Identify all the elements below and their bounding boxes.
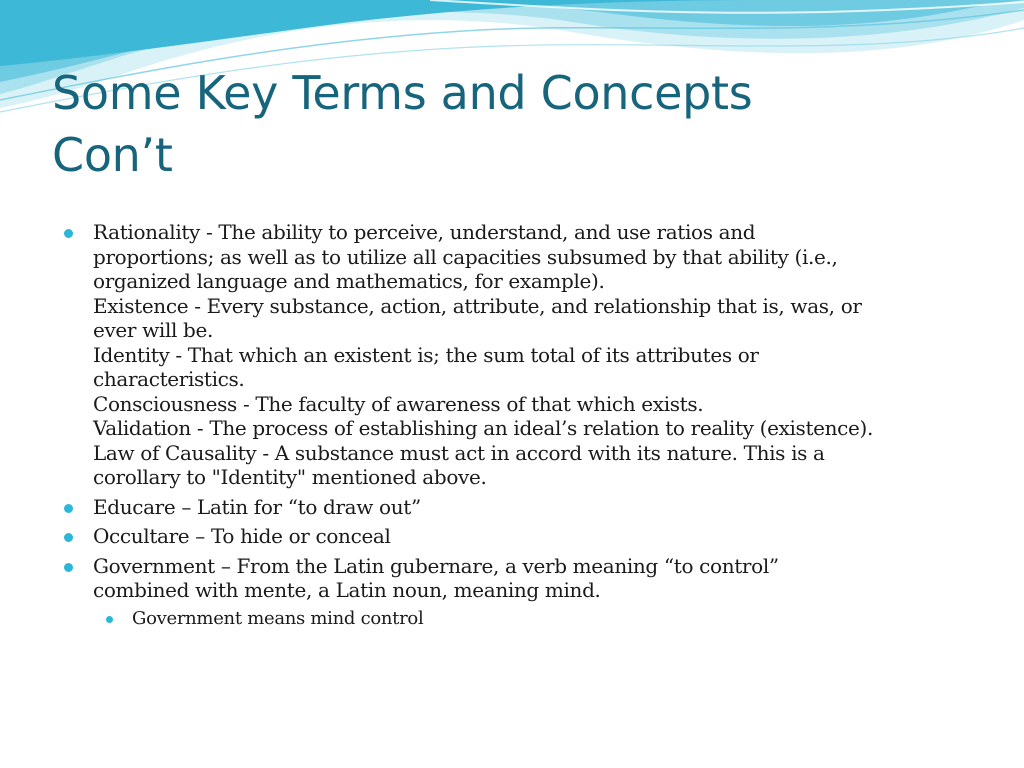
text-line: Consciousness - The faculty of awareness of that which exists.: [93, 391, 704, 416]
text-line: Law of Causality - A substance must act in accord with its nature. This is a: [93, 440, 825, 465]
text-line: proportions; as well as to utilize all capacities subsumed by that ability (i.e.,: [93, 244, 838, 269]
bullet-dot-icon: [64, 229, 73, 238]
bullet-government: [62, 554, 982, 603]
text-line: Educare – Latin for “to draw out”: [93, 494, 421, 519]
text-line: Identity - That which an existent is; the sum total of its attributes or: [93, 342, 759, 367]
text-line: ever will be.: [93, 318, 214, 342]
text-line: Validation - The process of establishing an ideal’s relation to reality (existence).: [93, 416, 873, 440]
bullet-dot-icon: [64, 504, 73, 513]
title-line: Some Key Terms and Concepts: [52, 66, 753, 120]
sub-bullet-dot-icon: [106, 616, 113, 623]
sub-bullet-text: Government means mind control: [132, 607, 424, 629]
title-line: Con’t: [52, 128, 173, 182]
text-line: Occultare – To hide or conceal: [93, 524, 391, 548]
text-line: corollary to "Identity" mentioned above.: [93, 465, 487, 489]
slide-title: [52, 62, 992, 186]
text-line: organized language and mathematics, for example).: [93, 269, 605, 293]
text-line: characteristics.: [93, 367, 245, 391]
text-line: Government – From the Latin gubernare, a verb meaning “to control”: [93, 553, 779, 578]
bullet-occultare: [62, 524, 982, 549]
sub-bullet-government: [106, 608, 982, 630]
text-line: Existence - Every substance, action, attribute, and relationship that is, was, or: [93, 293, 862, 318]
slide-body: [62, 220, 982, 630]
text-line: combined with mente, a Latin noun, meaning mind.: [93, 578, 601, 602]
bullet-educare: [62, 495, 982, 520]
bullet-dot-icon: [64, 533, 73, 542]
bullet-dot-icon: [64, 563, 73, 572]
bullet-definitions: [62, 220, 982, 490]
text-line: Rationality - The ability to perceive, understand, and use ratios and: [93, 220, 756, 244]
